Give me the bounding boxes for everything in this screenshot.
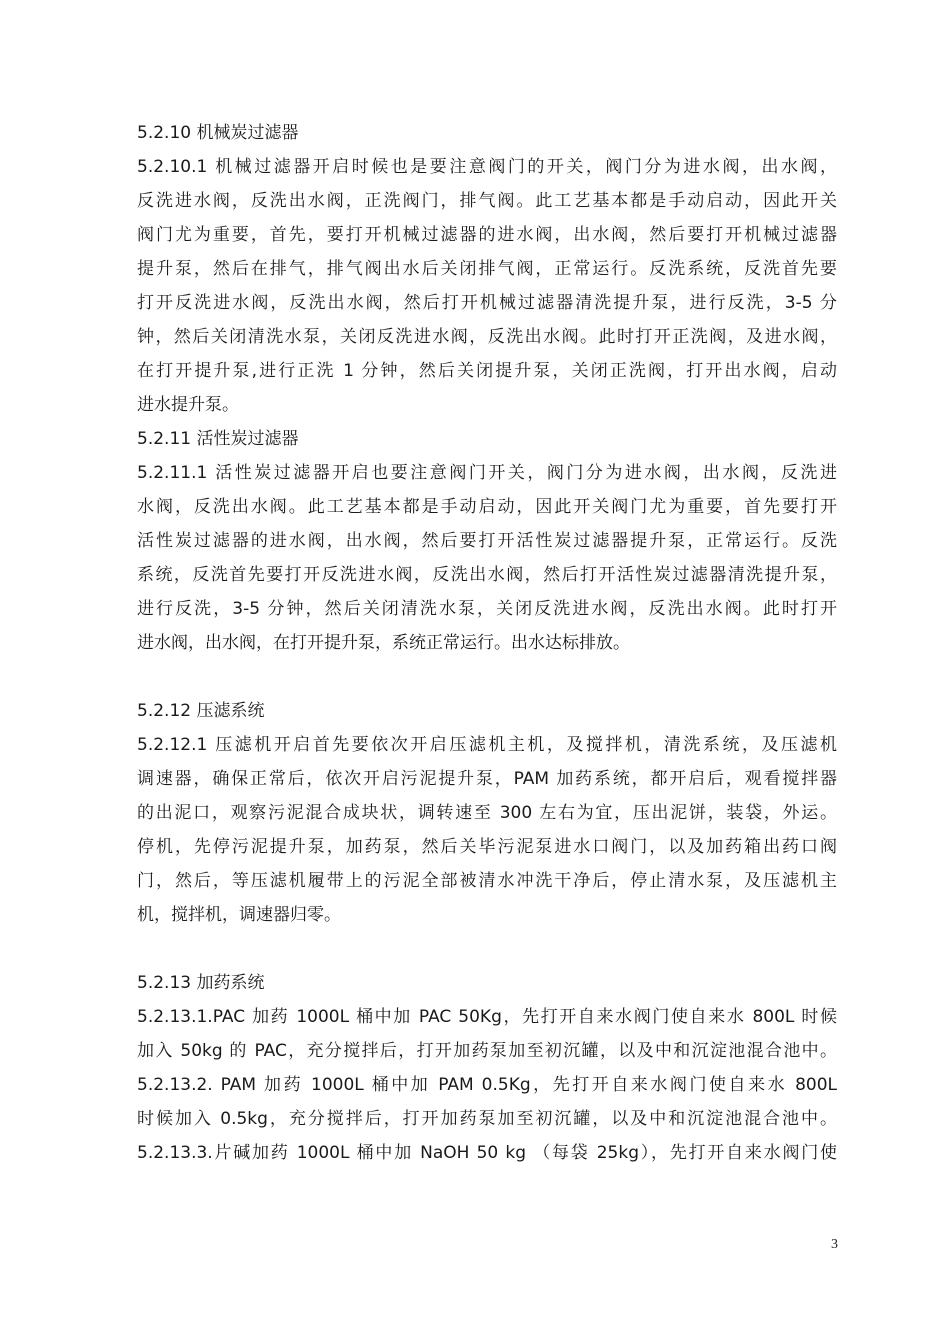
paragraph-line: 机，搅拌机，调速器归零。 [137, 905, 341, 925]
heading-5-2-10: 5.2.10 机械炭过滤器 [137, 123, 299, 143]
paragraph-line: 5.2.12.1 压滤机开启首先要依次开启压滤机主机，及搅拌机，清洗系统，及压滤机 [137, 735, 837, 755]
paragraph-line: 钟，然后关闭清洗水泵，关闭反洗进水阀，反洗出水阀。此时打开正洗阀，及进水阀， [137, 327, 837, 347]
paragraph-line: 停机，先停污泥提升泵，加药泵，然后关毕污泥泵进水口阀门，以及加药箱出药口阀 [137, 837, 837, 857]
paragraph-line: 进行反洗，3-5 分钟，然后关闭清洗水泵，关闭反洗进水阀，反洗出水阀。此时打开 [137, 599, 837, 619]
paragraph-line: 提升泵，然后在排气，排气阀出水后关闭排气阀，正常运行。反洗系统，反洗首先要 [137, 259, 837, 279]
paragraph-line: 5.2.10.1 机械过滤器开启时候也是要注意阀门的开关，阀门分为进水阀，出水阀， [137, 157, 837, 177]
heading-5-2-13: 5.2.13 加药系统 [137, 973, 265, 993]
paragraph-line: 进水提升泵。 [137, 395, 239, 415]
paragraph-line: 时候加入 0.5kg，充分搅拌后，打开加药泵加至初沉罐，以及中和沉淀池混合池中。 [137, 1109, 837, 1129]
paragraph-line: 活性炭过滤器的进水阀，出水阀，然后要打开活性炭过滤器提升泵，正常运行。反洗 [137, 531, 837, 551]
heading-5-2-11: 5.2.11 活性炭过滤器 [137, 429, 299, 449]
blank-line [137, 660, 837, 694]
paragraph-line: 水阀，反洗出水阀。此工艺基本都是手动启动，因此开关阀门尤为重要，首先要打开 [137, 497, 837, 517]
paragraph-line: 5.2.13.3.片碱加药 1000L 桶中加 NaOH 50 kg （每袋 25kg），先打开自来水阀门使 [137, 1143, 837, 1163]
paragraph-line: 加入 50kg 的 PAC，充分搅拌后，打开加药泵加至初沉罐，以及中和沉淀池混合池中。 [137, 1041, 837, 1061]
paragraph-line: 的出泥口，观察污泥混合成块状，调转速至 300 左右为宜，压出泥饼，装袋，外运。 [137, 803, 837, 823]
paragraph-line: 阀门尤为重要，首先，要打开机械过滤器的进水阀，出水阀，然后要打开机械过滤器 [137, 225, 837, 245]
document-body [137, 116, 837, 1170]
paragraph-line: 调速器，确保正常后，依次开启污泥提升泵，PAM 加药系统，都开启后，观看搅拌器 [137, 769, 837, 789]
paragraph-line: 反洗进水阀，反洗出水阀，正洗阀门，排气阀。此工艺基本都是手动启动，因此开关 [137, 191, 837, 211]
paragraph-line: 在打开提升泵,进行正洗 1 分钟，然后关闭提升泵，关闭正洗阀，打开出水阀，启动 [137, 361, 837, 381]
paragraph-line: 打开反洗进水阀，反洗出水阀，然后打开机械过滤器清洗提升泵，进行反洗，3-5 分 [137, 293, 837, 313]
paragraph-line: 5.2.13.2. PAM 加药 1000L 桶中加 PAM 0.5Kg，先打开自来水阀门使自来水 800L [137, 1075, 837, 1095]
paragraph-line: 系统，反洗首先要打开反洗进水阀，反洗出水阀，然后打开活性炭过滤器清洗提升泵， [137, 565, 837, 585]
blank-line [137, 932, 837, 966]
paragraph-line: 5.2.13.1.PAC 加药 1000L 桶中加 PAC 50Kg，先打开自来水阀门使自来水 800L 时候 [137, 1007, 837, 1027]
paragraph-line: 进水阀，出水阀，在打开提升泵，系统正常运行。出水达标排放。 [137, 633, 630, 653]
paragraph-line: 5.2.11.1 活性炭过滤器开启也要注意阀门开关，阀门分为进水阀，出水阀，反洗进 [137, 463, 837, 483]
page-number: 3 [831, 1237, 838, 1252]
heading-5-2-12: 5.2.12 压滤系统 [137, 701, 265, 721]
paragraph-line: 门，然后，等压滤机履带上的污泥全部被清水冲洗干净后，停止清水泵，及压滤机主 [137, 871, 837, 891]
